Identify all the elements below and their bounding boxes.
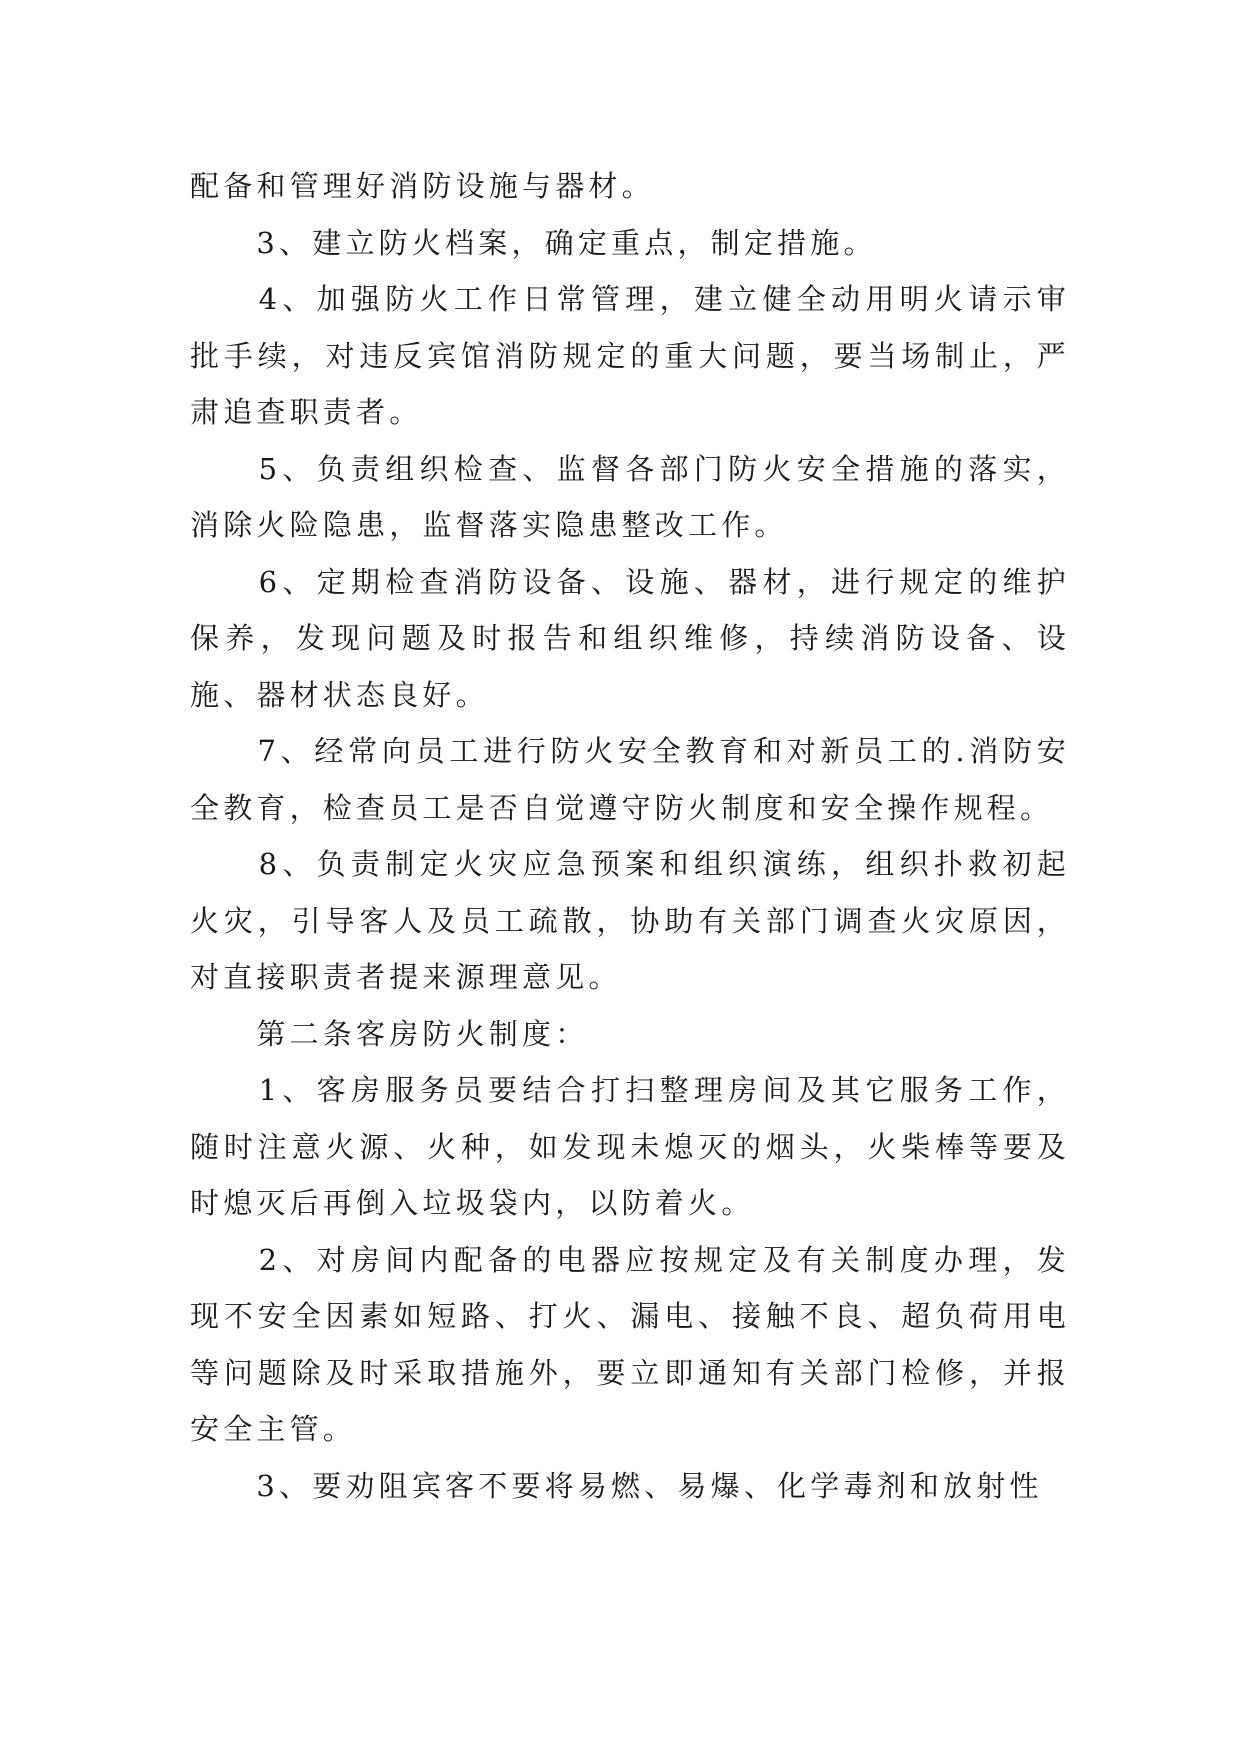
paragraph-room-item-3: 3、要劝阻宾客不要将易燃、易爆、化学毒剂和放射性 [190, 1468, 1043, 1503]
section-heading-article-2: 第二条客房防火制度： [190, 1016, 589, 1051]
paragraph-item-3: 3、建立防火档案，确定重点，制定措施。 [190, 225, 877, 260]
paragraph-item-4: 4、加强防火工作日常管理，建立健全动用明火请示审批手续，对违反宾馆消防规定的重大问题，要当场制止，严肃追查职责者。 [190, 282, 1070, 429]
paragraph-continuation: 配备和管理好消防设施与器材。 [190, 169, 655, 203]
paragraph-item-7: 7、经常向员工进行防火安全教育和对新员工的.消防安全教育，检查员工是否自觉遵守防火制度和安全操作规程。 [190, 734, 1070, 825]
paragraph-room-item-1: 1、客房服务员要结合打扫整理房间及其它服务工作，随时注意火源、火种，如发现未熄灭的烟头，火柴棒等要及时熄灭后再倒入垃圾袋内，以防着火。 [190, 1073, 1070, 1220]
document-body [190, 158, 1070, 1514]
paragraph-room-item-2: 2、对房间内配备的电器应按规定及有关制度办理，发现不安全因素如短路、打火、漏电、接触不良、超负荷用电等问题除及时采取措施外，要立即通知有关部门检修，并报安全主管。 [190, 1242, 1070, 1446]
paragraph-item-6: 6、定期检查消防设备、设施、器材，进行规定的维护保养，发现问题及时报告和组织维修，持续消防设备、设施、器材状态良好。 [190, 564, 1070, 712]
paragraph-item-5: 5、负责组织检查、监督各部门防火安全措施的落实，消除火险隐患，监督落实隐患整改工作。 [190, 451, 1070, 542]
paragraph-item-8: 8、负责制定火灾应急预案和组织演练，组织扑救初起火灾，引导客人及员工疏散，协助有关部门调查火灾原因，对直接职责者提来源理意见。 [190, 847, 1070, 994]
